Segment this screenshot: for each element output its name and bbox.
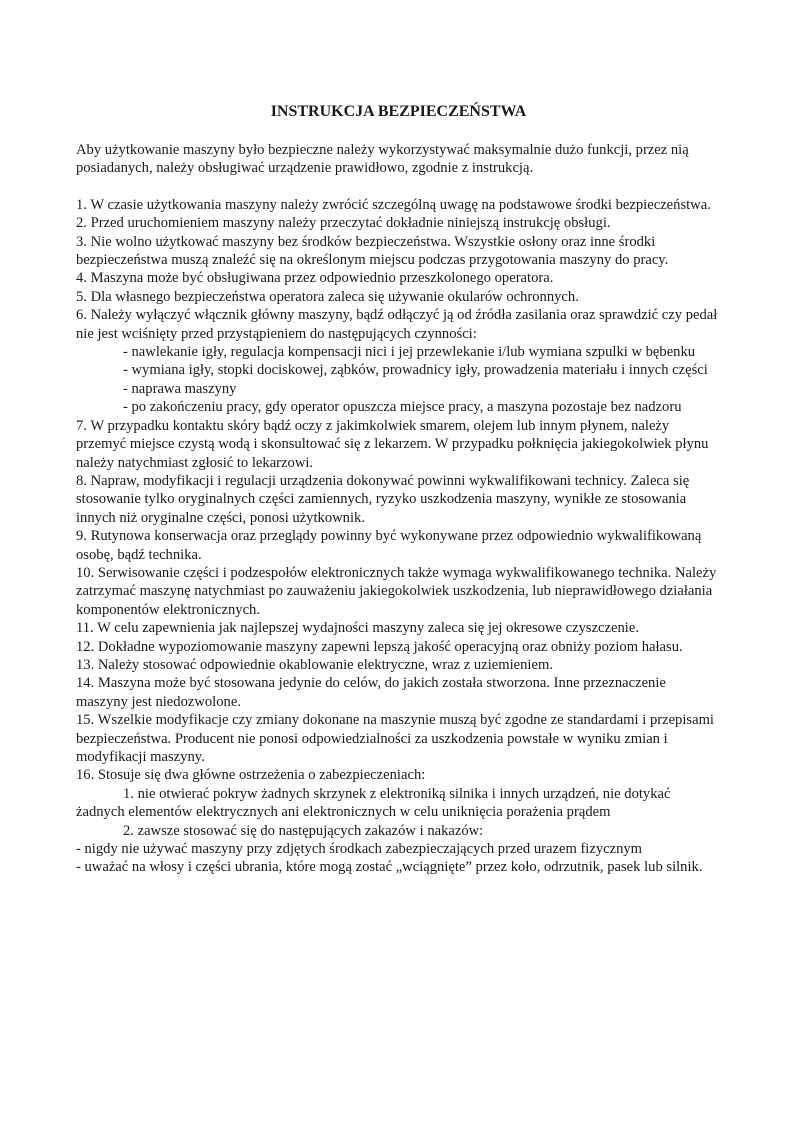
list-item: 15. Wszelkie modyfikacje czy zmiany dokonane na maszynie muszą być zgodne ze standardami i przepisami bezpieczeństwa. Producent nie ponosi odpowiedzialności za uszkodzenia powstałe w wyniku zmian i modyfikacji maszyny. <box>76 712 714 765</box>
list-item: 2. Przed uruchomieniem maszyny należy przeczytać dokładnie niniejszą instrukcję obsługi. <box>76 215 611 232</box>
sub-list-item: - po zakończeniu pracy, gdy operator opuszcza miejsce pracy, a maszyna pozostaje bez nadzoru <box>123 399 682 416</box>
list-item: 7. W przypadku kontaktu skóry bądź oczy z jakimkolwiek smarem, olejem lub innym płynem, należy przemyć miejsce czystą wodą i skonsultować się z lekarzem. W przypadku połknięcia jakiegokolwiek płynu należy natychmiast zgłosić to lekarzowi. <box>76 417 709 471</box>
numbered-sub-item: 2. zawsze stosować się do następujących zakazów i nakazów: <box>123 822 484 839</box>
list-item: 4. Maszyna może być obsługiwana przez odpowiednio przeszkolonego operatora. <box>76 270 554 287</box>
list-item: 8. Napraw, modyfikacji i regulacji urządzenia dokonywać powinni wykwalifikowani technicy. Zaleca się stosowanie tylko oryginalnych części zamiennych, ryzyko uszkodzenia maszyny, wynikłe ze stosowania innych niż oryginalne części, ponosi użytkownik. <box>76 472 690 526</box>
list-item: 6. Należy wyłączyć włącznik główny maszyny, bądź odłączyć ją od źródła zasilania oraz sprawdzić czy pedał nie jest wciśnięty przed przystąpieniem do następujących czynności: <box>76 307 718 342</box>
list-item: 12. Dokładne wypoziomowanie maszyny zapewni lepszą jakość operacyjną oraz obniży poziom hałasu. <box>76 638 683 655</box>
list-item: 14. Maszyna może być stosowana jedynie do celów, do jakich została stworzona. Inne przeznaczenie maszyny jest niedozwolone. <box>76 675 666 710</box>
list-item: 10. Serwisowanie części i podzespołów elektronicznych także wymaga wykwalifikowanego technika. Należy zatrzymać maszynę natychmiast po zauważeniu jakiegokolwiek uszkodzenia, lub nieprawidłowego działania komponentów elektronicznych. <box>76 564 717 618</box>
list-item: 13. Należy stosować odpowiednie okablowanie elektryczne, wraz z uziemieniem. <box>76 656 553 673</box>
rule-item: - uważać na włosy i części ubrania, które mogą zostać „wciągnięte” przez koło, odrzutnik, pasek lub silnik. <box>76 859 703 876</box>
document-title: INSTRUKCJA BEZPIECZEŃSTWA <box>270 103 527 120</box>
list-item: 11. W celu zapewnienia jak najlepszej wydajności maszyny zaleca się jej okresowe czyszczenie. <box>76 620 639 637</box>
rule-item: - nigdy nie używać maszyny przy zdjętych środkach zabezpieczających przed urazem fizycznym <box>76 841 643 858</box>
sub-list-item: - naprawa maszyny <box>123 380 237 397</box>
list-item: 5. Dla własnego bezpieczeństwa operatora zaleca się używanie okularów ochronnych. <box>76 288 579 305</box>
list-item: 16. Stosuje się dwa główne ostrzeżenia o zabezpieczeniach: <box>76 767 426 784</box>
document-page <box>76 102 721 877</box>
intro-paragraph: Aby użytkowanie maszyny było bezpieczne należy wykorzystywać maksymalnie dużo funkcji, przez nią posiadanych, należy obsługiwać urządzenie prawidłowo, zgodnie z instrukcją. <box>76 142 689 177</box>
sub-list-item: - nawlekanie igły, regulacja kompensacji nici i jej przewlekanie i/lub wymiana szpulki w bębenku <box>123 344 696 361</box>
list-item: 1. W czasie użytkowania maszyny należy zwrócić szczególną uwagę na podstawowe środki bezpieczeństwa. <box>76 196 711 213</box>
sub-list-item: - wymiana igły, stopki dociskowej, ząbków, prowadnicy igły, prowadzenia materiału i innych części <box>123 362 708 379</box>
numbered-sub-item: 1. nie otwierać pokryw żadnych skrzynek z elektroniką silnika i innych urządzeń, nie dotykać żadnych elementów elektrycznych ani elektronicznych w celu uniknięcia porażenia prądem <box>76 785 671 821</box>
list-item: 3. Nie wolno użytkować maszyny bez środków bezpieczeństwa. Wszystkie osłony oraz inne środki bezpieczeństwa muszą znaleźć się na określonym miejscu podczas przygotowania maszyny do pracy. <box>76 233 669 269</box>
list-item: 9. Rutynowa konserwacja oraz przeglądy powinny być wykonywane przez odpowiednio wykwalifikowaną osobę, bądź technika. <box>76 528 702 563</box>
